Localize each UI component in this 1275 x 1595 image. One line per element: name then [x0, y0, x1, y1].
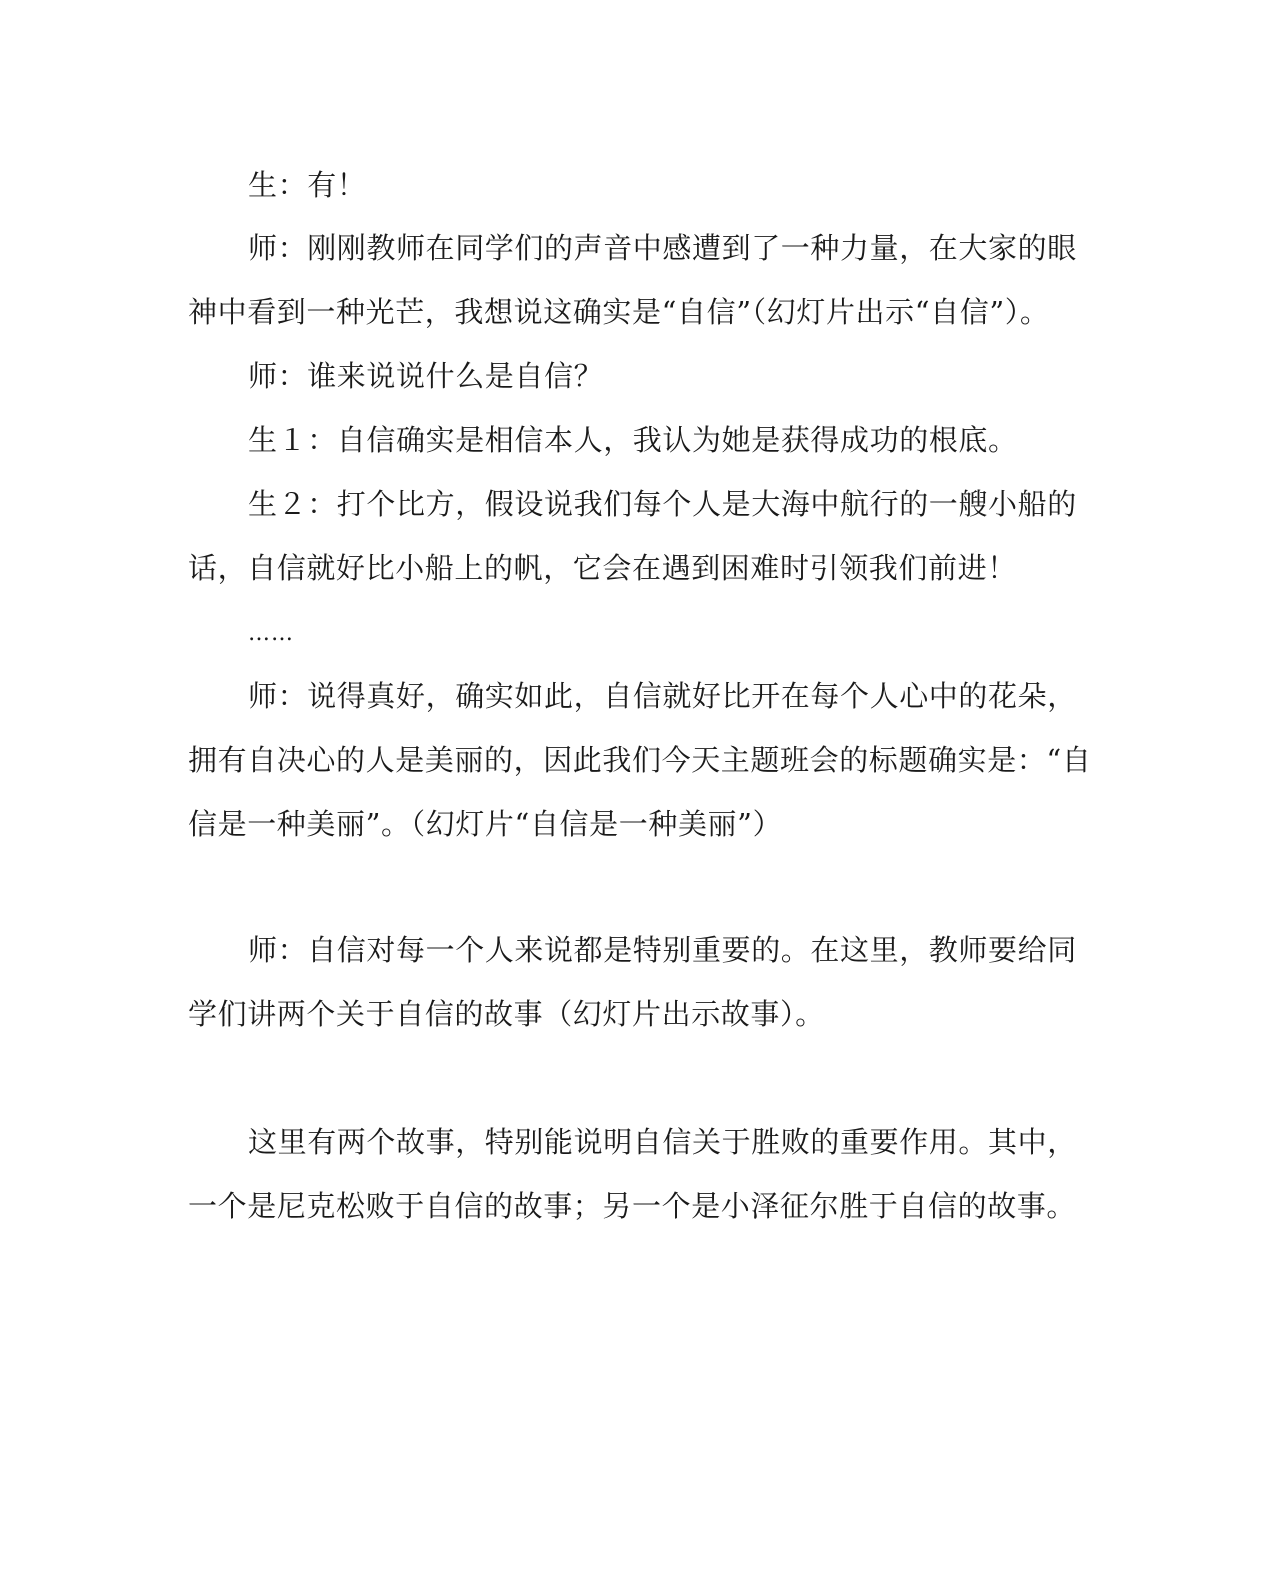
paragraph-line: 一个是尼克松败于自信的故事；另一个是小泽征尔胜于自信的故事。	[188, 1189, 1077, 1223]
paragraph-line: 这里有两个故事，特别能说明自信关于胜败的重要作用。其中，	[248, 1125, 1077, 1159]
paragraph-line: 师：谁来说说什么是自信？	[248, 359, 604, 393]
paragraph-line: 师：自信对每一个人来说都是特别重要的。在这里，教师要给同	[248, 933, 1077, 967]
paragraph-line: 师：刚刚教师在同学们的声音中感遭到了一种力量，在大家的眼	[248, 231, 1077, 265]
ellipsis-line: ……	[248, 621, 294, 646]
paragraph-line: 学们讲两个关于自信的故事（幻灯片出示故事）。	[188, 997, 825, 1031]
paragraph-line: 拥有自决心的人是美丽的，因此我们今天主题班会的标题确实是：“自	[188, 743, 1092, 777]
paragraph-line: 生：有！	[248, 168, 367, 202]
paragraph-line: 话，自信就好比小船上的帆，它会在遇到困难时引领我们前进！	[188, 551, 1017, 585]
paragraph-line: 信是一种美丽”。（幻灯片“自信是一种美丽”）	[188, 807, 783, 841]
paragraph-line: 神中看到一种光芒，我想说这确实是“自信”（幻灯片出示“自信”）。	[188, 295, 1050, 329]
paragraph-line: 生１：自信确实是相信本人，我认为她是获得成功的根底。	[248, 423, 1018, 457]
paragraph-line: 师：说得真好，确实如此，自信就好比开在每个人心中的花朵，	[248, 679, 1077, 713]
paragraph-line: 生２：打个比方，假设说我们每个人是大海中航行的一艘小船的	[248, 487, 1077, 521]
